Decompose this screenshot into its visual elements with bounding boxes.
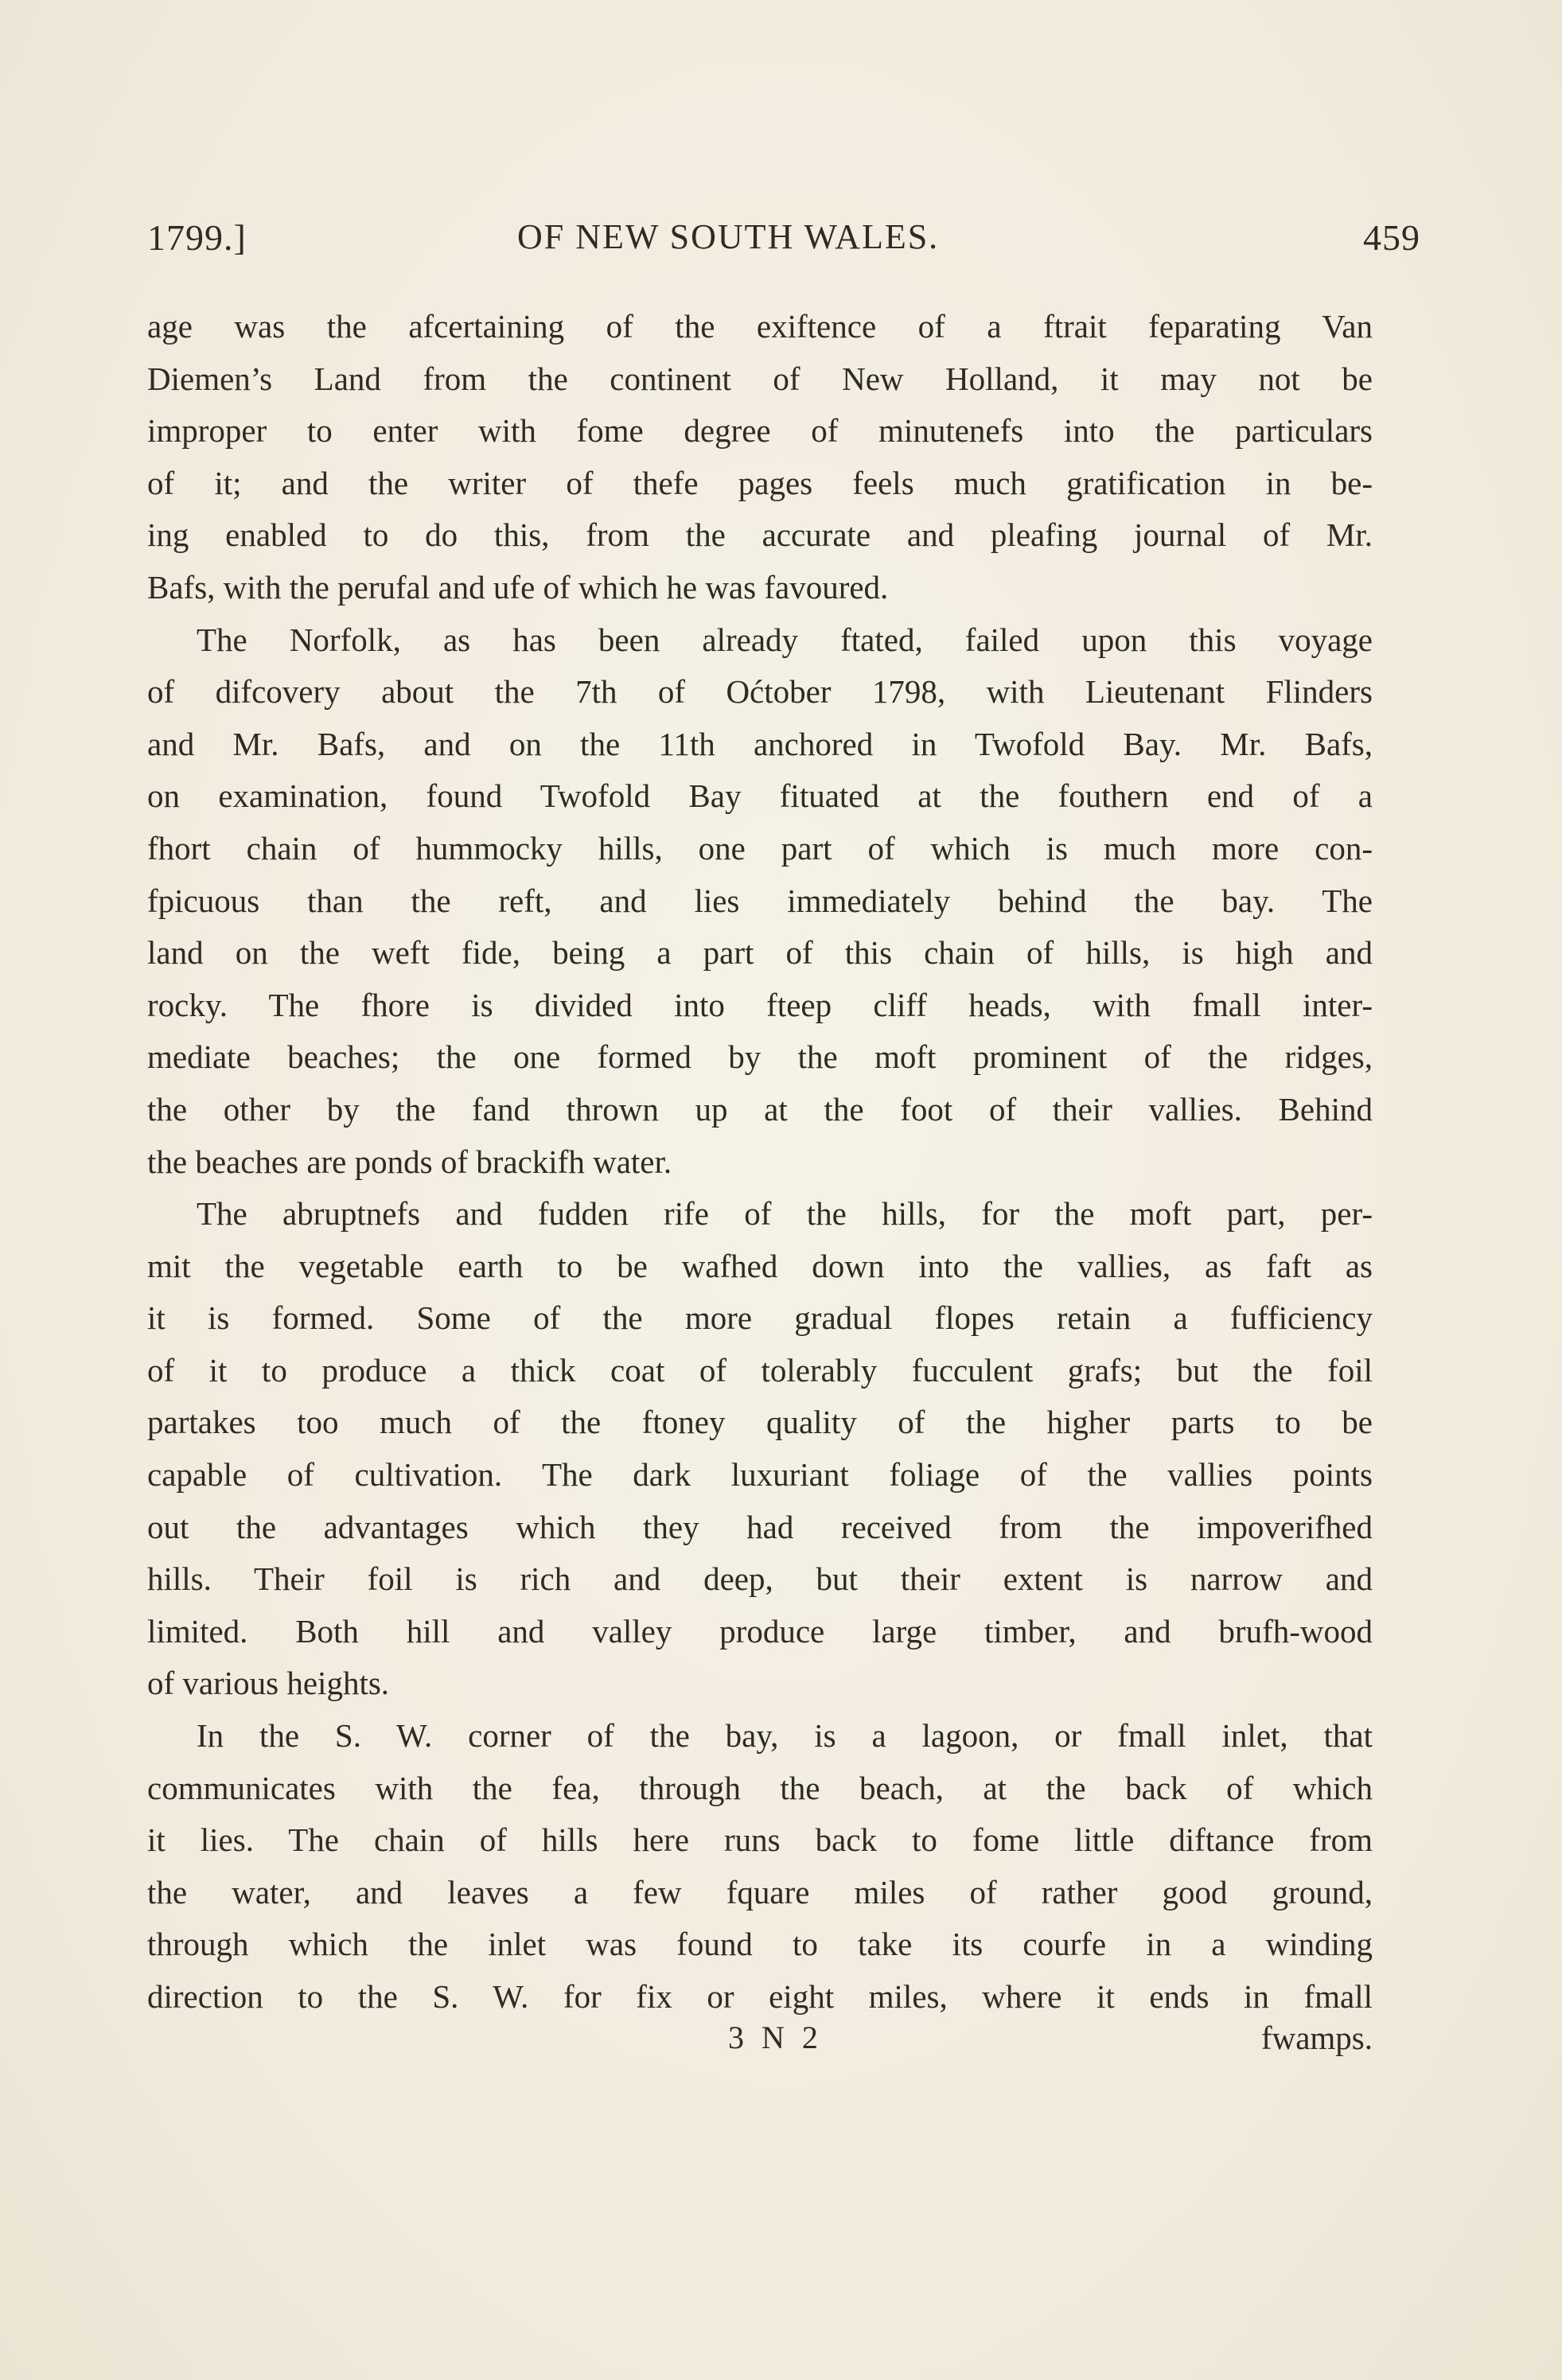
text-line: through which the inlet was found to take its courfe in a winding xyxy=(147,1926,1373,1963)
text-line: limited. Both hill and valley produce large timber, and brufh-wood xyxy=(147,1612,1373,1650)
text-line: of it; and the writer of thefe pages feels much gratification in be- xyxy=(147,464,1373,501)
text-line: fhort chain of hummocky hills, one part of which is much more con- xyxy=(147,829,1373,867)
text-line: land on the weft fide, being a part of this chain of hills, is high and xyxy=(147,934,1373,972)
text-line: the water, and leaves a few fquare miles of rather good ground, xyxy=(147,1873,1373,1911)
text-line: improper to enter with fome degree of minutenefs into the particulars xyxy=(147,412,1373,450)
text-line: it lies. The chain of hills here runs back to fome little diftance from xyxy=(147,1821,1373,1859)
text-line: and Mr. Bafs, and on the 11th anchored in Twofold Bay. Mr. Bafs, xyxy=(147,725,1373,762)
text-line: age was the afcertaining of the exiftence of a ftrait feparating Van xyxy=(147,308,1373,345)
text-line: partakes too much of the ftoney quality of the higher parts to be xyxy=(147,1404,1373,1441)
page-footer xyxy=(147,2019,1373,2066)
text-line: on examination, found Twofold Bay fituated at the fouthern end of a xyxy=(147,777,1373,815)
text-line: of it to produce a thick coat of tolerably fucculent grafs; but the foil xyxy=(147,1351,1373,1389)
catchword: fwamps. xyxy=(1260,2020,1373,2056)
text-line: the other by the fand thrown up at the foot of their vallies. Behind xyxy=(147,1090,1373,1128)
text-line: it is formed. Some of the more gradual flopes retain a fufficiency xyxy=(147,1299,1373,1337)
text-line: of various heights. xyxy=(147,1665,390,1702)
page-number: 459 xyxy=(1363,217,1420,258)
text-line: rocky. The fhore is divided into fteep cliff heads, with fmall inter- xyxy=(147,986,1373,1023)
text-line: fpicuous than the reft, and lies immediately behind the bay. The xyxy=(147,882,1373,919)
text-line: of difcovery about the 7th of Oćtober 1798, with Lieutenant Flinders xyxy=(147,673,1373,711)
text-line: mit the vegetable earth to be wafhed down into the vallies, as faft as xyxy=(147,1247,1373,1284)
text-line: The Norfolk, as has been already ftated, failed upon this voyage xyxy=(197,621,1373,658)
text-line: communicates with the fea, through the beach, at the back of which xyxy=(147,1769,1373,1806)
running-head xyxy=(147,216,1420,272)
header-year: 1799.] xyxy=(147,217,247,258)
text-line: mediate beaches; the one formed by the moft prominent of the ridges, xyxy=(147,1038,1373,1076)
text-line: Diemen’s Land from the continent of New Holland, it may not be xyxy=(147,360,1373,397)
signature-mark: 3 N 2 xyxy=(728,2020,823,2055)
text-line: hills. Their foil is rich and deep, but their extent is narrow and xyxy=(147,1560,1373,1598)
text-line: capable of cultivation. The dark luxuriant foliage of the vallies points xyxy=(147,1456,1373,1494)
text-line: ing enabled to do this, from the accurate and pleafing journal of Mr. xyxy=(147,516,1373,554)
text-line: out the advantages which they had received from the impoverifhed xyxy=(147,1508,1373,1545)
text-line: the beaches are ponds of brackifh water. xyxy=(147,1143,672,1180)
text-line: In the S. W. corner of the bay, is a lagoon, or fmall inlet, that xyxy=(197,1717,1373,1755)
body-text xyxy=(147,301,1373,2024)
text-line: Bafs, with the perufal and ufe of which he was favoured. xyxy=(147,568,889,606)
text-line: The abruptnefs and fudden rife of the hills, for the moft part, per- xyxy=(197,1195,1373,1233)
text-line: direction to the S. W. for fix or eight miles, where it ends in fmall xyxy=(147,1978,1373,2015)
header-title: OF NEW SOUTH WALES. xyxy=(517,217,940,256)
